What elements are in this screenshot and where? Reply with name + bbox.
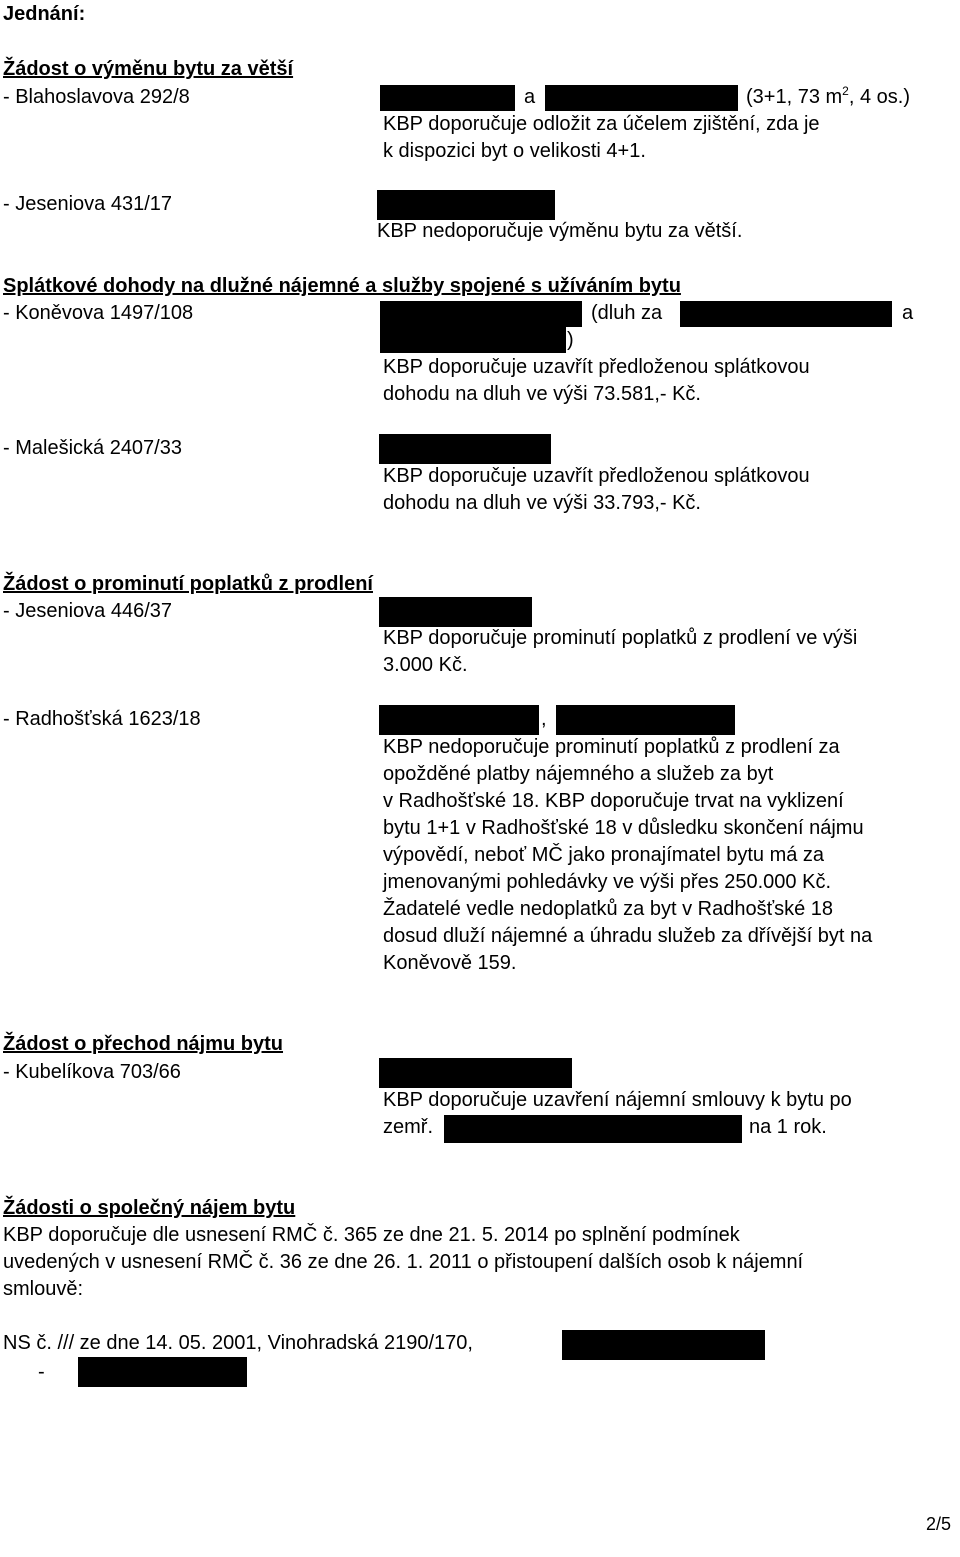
recommendation-text: v Radhošťské 18. KBP doporučuje trvat na vyklizení <box>383 790 844 812</box>
body-text: smlouvě: <box>3 1278 84 1300</box>
recommendation-text: k dispozici byt o velikosti 4+1. <box>383 140 646 162</box>
recommendation-text: bytu 1+1 v Radhošťské 18 v důsledku skončení nájmu <box>383 817 864 839</box>
recommendation-text: KBP doporučuje odložit za účelem zjištění, zda je <box>383 113 820 135</box>
redaction-block <box>680 301 892 327</box>
body-text: uvedených v usnesení RMČ č. 36 ze dne 26. 1. 2011 o přistoupení dalších osob k nájemní <box>3 1251 804 1273</box>
item-address: - Kubelíkova 703/66 <box>3 1061 181 1083</box>
item-address: - Malešická 2407/33 <box>3 437 182 459</box>
list-dash: - <box>38 1361 45 1383</box>
section-title-fee-waiver: Žádost o prominutí poplatků z prodlení <box>3 573 373 595</box>
recommendation-text: KBP doporučuje uzavřít předloženou splátkovou <box>383 356 810 378</box>
redaction-block <box>380 301 582 327</box>
section-title-joint-lease: Žádosti o společný nájem bytu <box>3 1197 296 1219</box>
redaction-block <box>380 85 515 111</box>
recommendation-text: KBP doporučuje uzavřít předloženou splátkovou <box>383 465 810 487</box>
page-heading: Jednání: <box>3 3 86 25</box>
recommendation-text: jmenovanými pohledávky ve výši přes 250.000 Kč. <box>383 871 832 893</box>
recommendation-text: Koněvově 159. <box>383 952 517 974</box>
redaction-block <box>444 1115 742 1143</box>
recommendation-text: KBP doporučuje uzavření nájemní smlouvy k bytu po <box>383 1089 852 1111</box>
redaction-block <box>379 705 539 735</box>
item-address: - Jeseniova 446/37 <box>3 600 173 622</box>
closing-paren: ) <box>567 329 574 351</box>
section-title-installments: Splátkové dohody na dlužné nájemné a služby spojené s užíváním bytu <box>3 275 681 297</box>
redaction-block <box>380 327 566 353</box>
recommendation-text: KBP doporučuje prominutí poplatků z prodlení ve výši <box>383 627 858 649</box>
separator-comma: , <box>541 708 547 730</box>
recommendation-text: 3.000 Kč. <box>383 654 468 676</box>
conjunction-text: a <box>524 86 536 108</box>
recommendation-text: dohodu na dluh ve výši 33.793,- Kč. <box>383 492 701 514</box>
debt-label: (dluh za <box>591 302 663 324</box>
conjunction-text: a <box>902 302 914 324</box>
redaction-block <box>379 597 532 627</box>
item-address: - Radhošťská 1623/18 <box>3 708 201 730</box>
redaction-block <box>545 85 738 111</box>
recommendation-text: na 1 rok. <box>749 1116 827 1138</box>
recommendation-text: opožděné platby nájemného a služeb za byt <box>383 763 774 785</box>
recommendation-text: KBP nedoporučuje výměnu bytu za větší. <box>377 220 743 242</box>
redaction-block <box>379 1058 572 1088</box>
lease-reference: NS č. /// ze dne 14. 05. 2001, Vinohradská 2190/170, <box>3 1332 473 1354</box>
page-number: 2/5 <box>926 1514 952 1534</box>
redaction-block <box>562 1330 765 1360</box>
redaction-block <box>379 434 551 464</box>
recommendation-text: Žadatelé vedle nedoplatků za byt v Radhošťské 18 <box>383 898 834 920</box>
item-address: - Koněvova 1497/108 <box>3 302 194 324</box>
flat-detail: (3+1, 73 $m^2$, 4 os.) <box>746 84 910 108</box>
redaction-block <box>377 190 555 220</box>
recommendation-text: výpovědí, neboť MČ jako pronajímatel bytu má za <box>383 844 825 866</box>
redaction-block <box>556 705 735 735</box>
recommendation-text: dohodu na dluh ve výši 73.581,- Kč. <box>383 383 701 405</box>
item-address: - Blahoslavova 292/8 <box>3 86 190 108</box>
section-title-lease-transfer: Žádost o přechod nájmu bytu <box>3 1033 284 1055</box>
recommendation-text: dosud dluží nájemné a úhradu služeb za dřívější byt na <box>383 925 873 947</box>
redaction-block <box>78 1357 247 1387</box>
section-title-exchange: Žádost o výměnu bytu za větší <box>3 58 294 80</box>
body-text: KBP doporučuje dle usnesení RMČ č. 365 ze dne 21. 5. 2014 po splnění podmínek <box>3 1224 740 1246</box>
recommendation-text: zemř. <box>383 1116 433 1138</box>
item-address: - Jeseniova 431/17 <box>3 193 173 215</box>
recommendation-text: KBP nedoporučuje prominutí poplatků z prodlení za <box>383 736 840 758</box>
